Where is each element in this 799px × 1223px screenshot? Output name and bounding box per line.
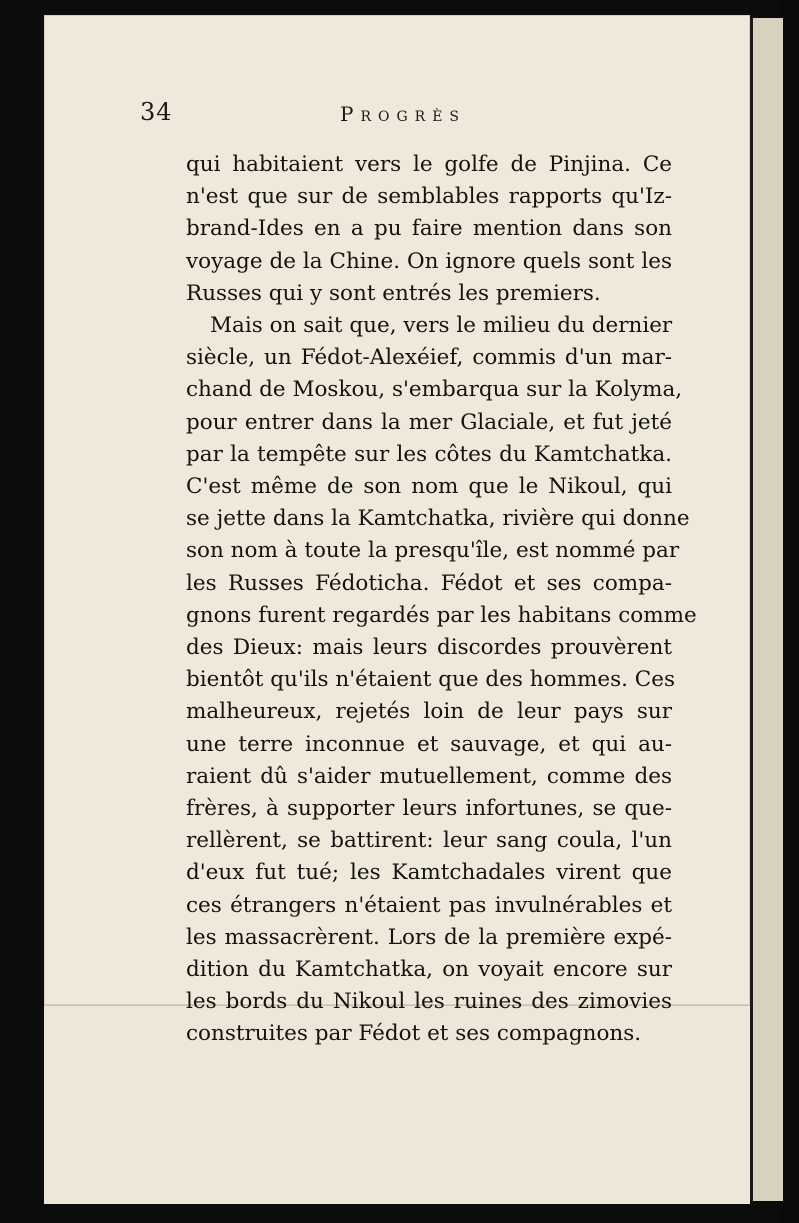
text-line: les Russes Fédoticha. Fédot et ses compa- (186, 570, 672, 596)
text-line: siècle, un Fédot-Alexéief, commis d'un mar- (186, 345, 672, 371)
page-header (140, 98, 560, 138)
text-line: C'est même de son nom que le Nikoul, qui (186, 474, 672, 500)
text-line: brand-Ides en a pu faire mention dans son (186, 216, 672, 242)
text-line: pour entrer dans la mer Glaciale, et fut jeté (186, 409, 672, 435)
body-text (186, 149, 697, 1051)
text-line: malheureux, rejetés loin de leur pays sur (186, 699, 672, 725)
facing-page-edge (750, 18, 783, 1201)
running-head: Progrès (340, 102, 467, 126)
text-line: d'eux fut tué; les Kamtchadales virent que (186, 860, 672, 886)
text-line: voyage de la Chine. On ignore quels sont les (186, 248, 672, 274)
page-number: 34 (140, 98, 173, 126)
text-line: bientôt qu'ils n'étaient que des hommes. Ces (186, 667, 675, 693)
text-line: les massacrèrent. Lors de la première expé- (186, 924, 672, 950)
text-line: qui habitaient vers le golfe de Pinjina. Ce (186, 152, 672, 177)
text-line: construites par Fédot et ses compagnons. (186, 1021, 642, 1047)
text-line: Russes qui y sont entrés les premiers. (186, 280, 601, 306)
text-line: chand de Moskou, s'embarqua sur la Kolyma, (186, 377, 683, 403)
text-line: n'est que sur de semblables rapports qu'Iz- (186, 184, 672, 210)
text-line: son nom à toute la presqu'île, est nommé par (186, 538, 680, 564)
text-line: les bords du Nikoul les ruines des zimovies (186, 989, 672, 1015)
text-line: des Dieux: mais leurs discordes prouvèrent (186, 635, 672, 661)
text-line: se jette dans la Kamtchatka, rivière qui donne (186, 506, 690, 532)
text-line: ces étrangers n'étaient pas invulnérables et (186, 892, 672, 918)
text-line: dition du Kamtchatka, on voyait encore sur (186, 957, 672, 983)
text-line: rellèrent, se battirent: leur sang coula, l'un (186, 828, 672, 854)
text-line: par la tempête sur les côtes du Kamtchatka. (186, 441, 672, 467)
text-line: gnons furent regardés par les habitans comme (186, 602, 697, 628)
text-line: Mais on sait que, vers le milieu du dernier (210, 313, 673, 339)
text-line: raient dû s'aider mutuellement, comme des (186, 763, 672, 789)
text-line: une terre inconnue et sauvage, et qui au- (186, 731, 672, 757)
text-line: frères, à supporter leurs infortunes, se que- (186, 796, 672, 822)
